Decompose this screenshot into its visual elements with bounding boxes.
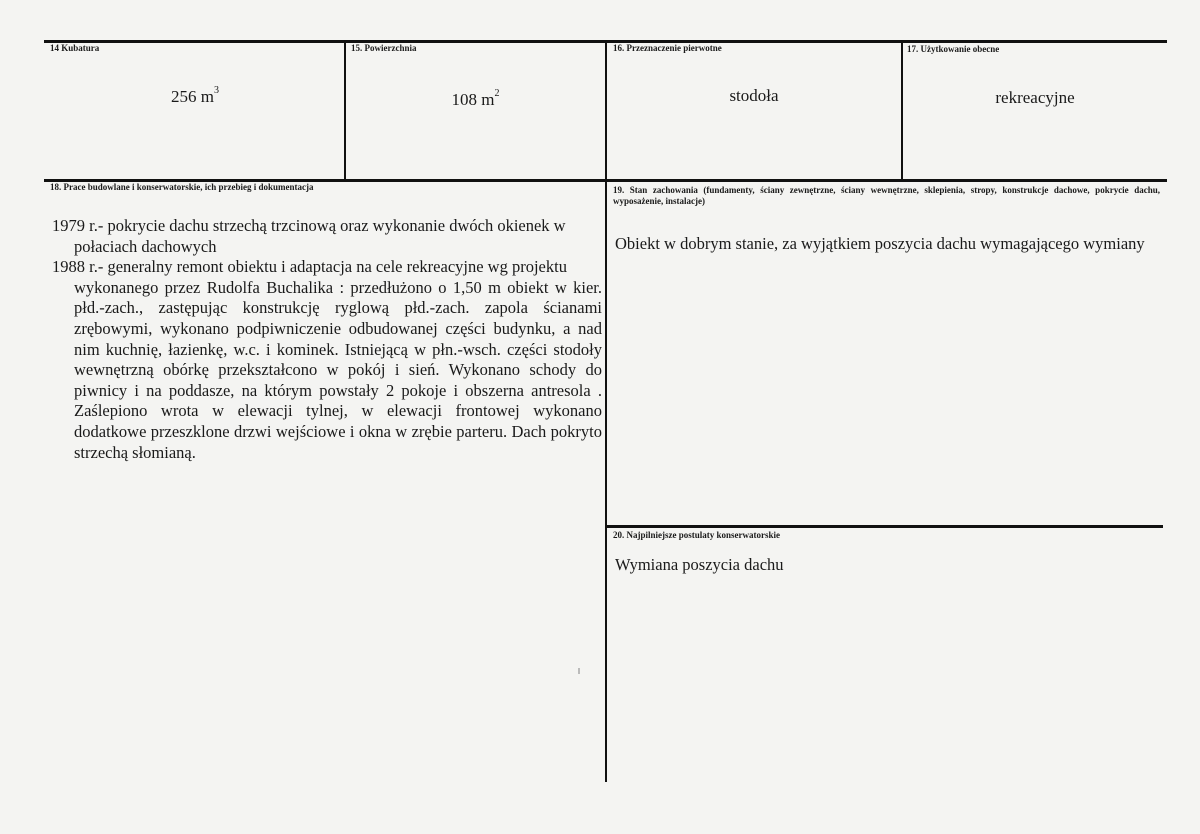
field-powierzchnia-label: 15. Powierzchnia [351,43,417,53]
kubatura-value-text: 256 m [171,87,214,106]
prace-entry-1979 [52,216,602,257]
row-divider-2 [607,525,1163,528]
col-divider-3 [901,42,903,180]
powierzchnia-unit-sup: 2 [494,88,500,100]
field-uzytkowanie-value: rekreacyjne [995,88,1075,107]
field-powierzchnia-value [346,90,605,110]
col-divider-1 [344,42,346,180]
prace-entries [52,216,602,463]
field-kubatura-label: 14 Kubatura [50,43,100,53]
postulaty-text: Wymiana poszycia dachu [615,555,784,574]
kubatura-unit-sup: 3 [213,85,219,97]
field-postulaty-label: 20. Najpilniejsze postulaty konserwatorskie [613,530,780,540]
field-przeznaczenie-value: stodoła [729,86,779,105]
prace-entry-1988 [52,257,602,463]
prace-entry-first-line: 1979 r.- pokrycie dachu strzechą trzcinową oraz wykonanie dwóch okienek w [52,216,566,235]
prace-entry-continuation: wykonanego przez Rudolfa Buchalika : przedłużono o 1,50 m obiekt w kier. płd.-zach., zastępując konstrukcję ryglową płd.-zach. zapola ścianami zrębowymi, wykonano podpiwniczenie odbudowanej części budynku, a nad nim kuchnię, łazienkę, w.c. i kominek. Istniejącą w płn.-wsch. części stodoły wewnętrzną obórkę przekształcono w pokój i sień. Wykonano schody do piwnicy i na poddasze, na którym powstały 2 pokoje i obszerna antresola . Zaślepiono wrota w elewacji tylnej, w elewacji frontowej wykonano dodatkowe przeszklone drzwi wejściowe i okna w zrębie parteru. Dach pokryto strzechą słomianą. [74,277,602,462]
prace-entry-continuation: połaciach dachowych [74,236,217,256]
col-divider-2 [605,42,607,782]
powierzchnia-value-text: 108 m [451,90,495,109]
field-przeznaczenie-label: 16. Przeznaczenie pierwotne [613,43,722,53]
scan-mark [578,668,580,674]
prace-entry-first-line: 1988 r.- generalny remont obiektu i adaptacja na cele rekreacyjne wg projektu [52,257,567,277]
field-prace-label: 18. Prace budowlane i konserwatorskie, ich przebieg i dokumentacja [50,182,314,192]
field-kubatura-value [46,87,344,107]
stan-text: Obiekt w dobrym stanie, za wyjątkiem poszycia dachu wymagającego wymiany [615,234,1145,253]
field-stan-label: 19. Stan zachowania (fundamenty, ściany zewnętrzne, ściany wewnętrzne, sklepienia, stropy, konstrukcje dachowe, pokrycie dachu, wyposażenie, instalacje) [613,185,1160,206]
field-uzytkowanie-label: 17. Użytkowanie obecne [907,44,1000,54]
